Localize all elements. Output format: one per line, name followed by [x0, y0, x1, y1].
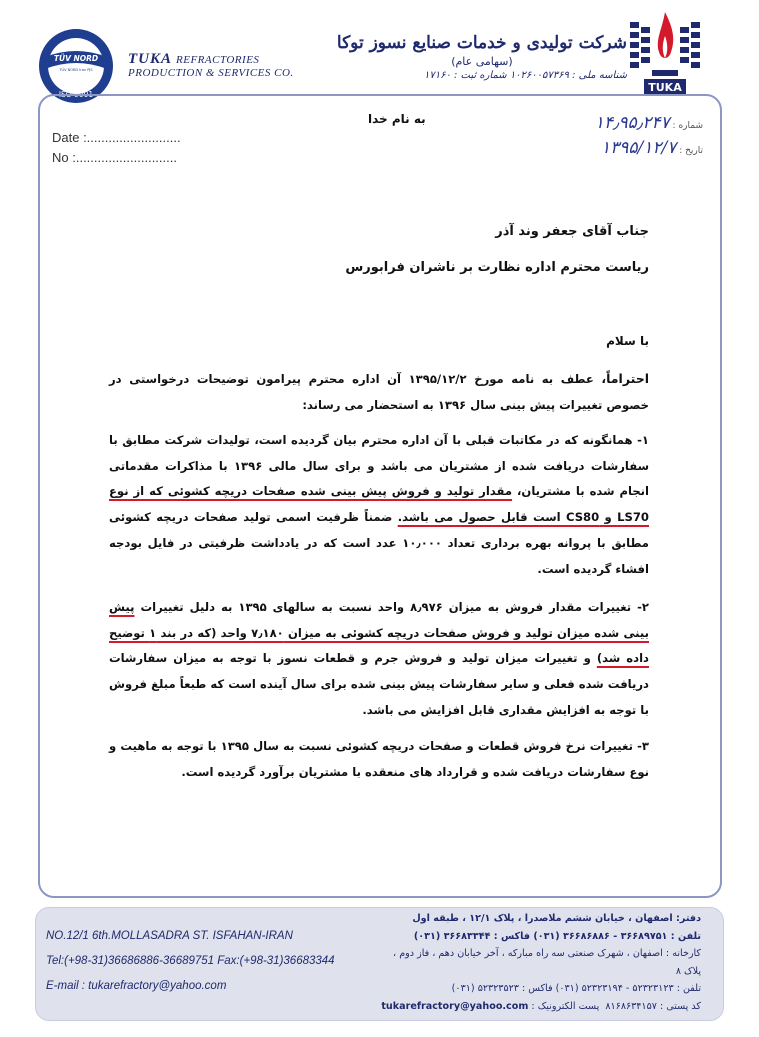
en-brand: TUKA	[128, 51, 173, 67]
tuv-badge-middle-text: TÜV NORD Iran PJS	[59, 68, 93, 72]
fa-company-ids: شناسه ملی : ۱۰۲۶۰۰۵۷۳۶۹ شماره ثبت : ۱۷۱۶۰	[423, 70, 627, 81]
intro-paragraph	[109, 366, 649, 418]
item1-text-a: همانگونه که در مکاتبات قبلی با آن اداره محترم بیان گردیده است، تولیدات شرکت مطابق با سفارشات دریافت شده از مشتریان می باشد و برای سال مالی ۱۳۹۶ با مذاکرات مقدماتی انجام شده با مشتریان،	[109, 433, 649, 499]
item3-number: ۳-	[637, 739, 649, 753]
addressee-title: ریاست محترم اداره نظارت بر ناشران فرابورس	[345, 260, 649, 275]
item2-text-b: و تغییرات میزان تولید و فروش جرم و قطعات نسوز با توجه به میزان سفارشات دریافت شده فعلی و سایر سفارشات پیش بینی شده برای سال آینده است که طبعاً مبلغ فروش با توجه به افزایش مقداری قابل افزایش می باشد.	[109, 651, 649, 717]
addressee-name: جناب آقای جعفر وند آذر	[495, 224, 649, 239]
item1-underlined: مقدار تولید و فروش پیش بینی شده صفحات دریچه کشوئی که از نوع LS70 و CS80 است قابل حصول می باشد.	[109, 484, 649, 525]
en-company-line1: REFRACTORIES	[176, 54, 260, 66]
footer-fa-factory: کارخانه : اصفهان ، شهرک صنعتی سه راه مبارکه ، آخر خیابان دهم ، فاز دوم ، پلاک ۸	[393, 948, 701, 977]
reference-block	[595, 112, 703, 162]
fa-company-type: (سهامی عام)	[451, 55, 513, 68]
date-label: Date :..........................	[52, 130, 181, 145]
list-item-2	[109, 595, 649, 724]
item1-number: ۱-	[637, 433, 649, 447]
footer-en-email: E-mail : tukarefractory@yahoo.com	[46, 980, 227, 992]
number-label: شماره :	[672, 121, 703, 131]
bismillah-heading: به نام خدا	[368, 112, 426, 126]
item1-text-b: ضمناً ظرفیت اسمی تولید صفحات دریچه کشوئی مطابق با پروانه بهره برداری تعداد ۱۰٫۰۰۰ عدد است که در یادداشت ظرفیتی در فایل بودجه افشاء گردیده است.	[109, 510, 649, 576]
footer-english	[46, 924, 335, 999]
footer-fa-email-label: پست الکترونیک :	[531, 1000, 600, 1012]
tuka-logo	[628, 8, 702, 98]
footer-fa-office: دفتر: اصفهان ، خیابان ششم ملاصدرا ، پلاک ۱۲/۱ ، طبقه اول	[412, 913, 701, 924]
footer-en-address: NO.12/1 6th.MOLLASADRA ST. ISFAHAN-IRAN	[46, 930, 293, 942]
persian-company-name	[337, 33, 627, 81]
tuka-logo-text: TUKA	[648, 81, 682, 94]
en-company-line2: PRODUCTION & SERVICES CO.	[128, 67, 294, 79]
date-value: ۱۳۹۵/۱۲/۷	[600, 138, 677, 158]
date-number-block	[52, 128, 181, 168]
list-item-1	[109, 428, 649, 582]
footer-fa-postal: کد پستی : ۸۱۶۸۶۳۴۱۵۷	[605, 1000, 701, 1012]
english-company-name	[128, 52, 294, 80]
no-label: No :............................	[52, 150, 177, 165]
footer-fa-office-tel: تلفن : ۳۶۶۸۹۷۵۱ - ۳۶۶۸۶۸۸۶ (۰۳۱) فاکس : ۳۶۶۸۳۳۴۴ (۰۳۱)	[413, 930, 701, 942]
intro-lead: احتراماً،	[601, 371, 649, 386]
footer-fa-factory-tel: تلفن : ۵۲۳۲۳۱۲۳ - ۵۲۳۲۳۱۹۴ (۰۳۱) فاکس : ۵۲۳۲۳۵۲۳ (۰۳۱)	[451, 983, 701, 994]
greeting: با سلام	[606, 334, 649, 348]
item2-number: ۲-	[637, 600, 649, 614]
fa-company-title: شرکت تولیدی و خدمات صنایع نسوز توکا	[336, 33, 627, 53]
item3-text: تغییرات نرخ فروش قطعات و صفحات دریچه کشوئی نسبت به سال ۱۳۹۵ با توجه به ماهیت و نوع سفارشات دریافت شده و قرارداد های منعقده با مشتریان برآورد گردیده است.	[109, 739, 649, 779]
footer-fa-email: tukarefractory@yahoo.com	[381, 1000, 529, 1012]
footer-persian	[381, 910, 701, 1015]
item2-text-a: تغییرات مقدار فروش به میزان ۸٫۹۷۶ واحد نسبت به سالهای ۱۳۹۵ به دلیل تغییرات	[134, 600, 638, 614]
tuv-badge-top-text: TÜV NORD	[53, 54, 99, 63]
intro-text: عطف به نامه مورخ ۱۳۹۵/۱۲/۲ آن اداره محترم پیرامون توضیحات درخواستی در خصوص تغییرات پیش بینی سال ۱۳۹۶ به استحضار می رساند:	[109, 372, 649, 412]
footer-en-tel: Tel:(+98-31)36686886-36689751 Fax:(+98-31)36683344	[46, 955, 335, 967]
number-value: ۱۴٫۹۵٫۲۴۷	[594, 113, 670, 133]
tuv-badge-bottom-text: ISO 9001	[58, 90, 94, 99]
list-item-3	[109, 734, 649, 785]
item2-underlined: پیش بینی شده میزان تولید و فروش صفحات دریچه کشوئی به میزان ۷٫۱۸۰ واحد (که در بند ۱ توضیح داده شد)	[109, 600, 649, 666]
date-label-fa: تاریخ :	[679, 146, 703, 156]
